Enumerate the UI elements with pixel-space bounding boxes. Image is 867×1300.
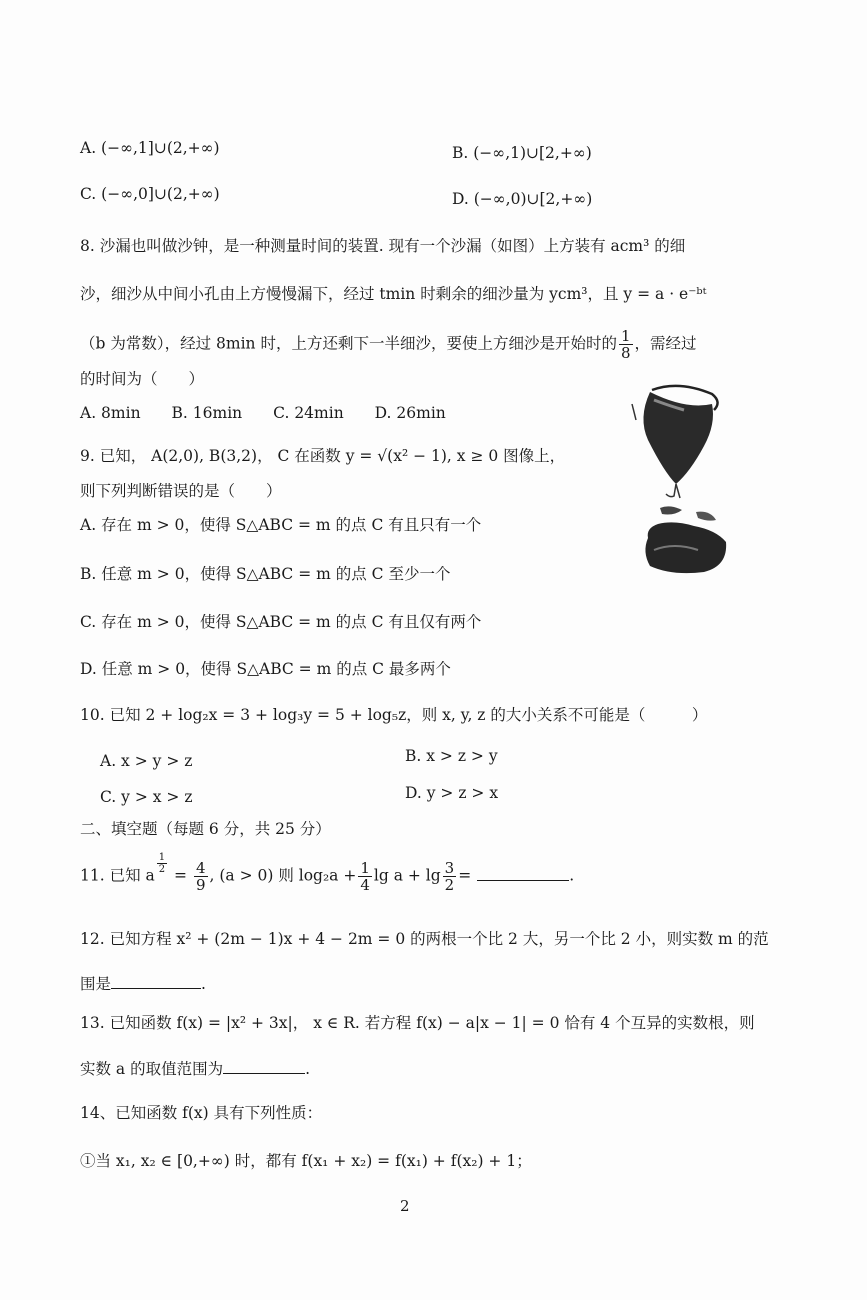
q10-option-d: D. y > z > x xyxy=(405,784,499,802)
q11-exp-den: 2 xyxy=(158,864,166,875)
q11-frac-3-den: 2 xyxy=(444,876,455,894)
q13-period: . xyxy=(305,1060,311,1078)
hourglass-neck xyxy=(666,484,680,498)
q12-answer-blank[interactable] xyxy=(111,974,201,989)
q11-frac-3-num: 3 xyxy=(444,859,455,877)
q11-middle: lg a + lg xyxy=(373,866,441,885)
q12-line-1: 12. 已知方程 x² + (2m − 1)x + 4 − 2m = 0 的两根一个比 2 大，另一个比 2 小，则实数 m 的范 xyxy=(80,930,769,948)
q12-line-2 xyxy=(80,973,206,995)
q9-stem-line-2: 则下列判断错误的是（ ） xyxy=(80,482,282,500)
q10-option-c: C. y > x > z xyxy=(100,788,193,806)
q8-frac-num: 1 xyxy=(620,327,631,345)
q11-prefix: 11. 已知 a xyxy=(80,866,155,885)
section-2-heading: 二、填空题（每题 6 分，共 25 分） xyxy=(80,820,331,838)
q8-frac-den: 8 xyxy=(620,344,631,362)
q14-line-1: 14、已知函数 f(x) 具有下列性质： xyxy=(80,1104,323,1122)
q13-answer-blank[interactable] xyxy=(223,1059,305,1074)
q13-line-2-text: 实数 a 的取值范围为 xyxy=(80,1060,224,1078)
hourglass-figure xyxy=(624,380,734,576)
hourglass-mark xyxy=(632,404,636,420)
q11-answer-blank[interactable] xyxy=(477,866,569,881)
q11-equals: = xyxy=(169,866,192,885)
hourglass-lower-blob xyxy=(696,512,716,521)
q9-option-d: D. 任意 m > 0，使得 S△ABC = m 的点 C 最多两个 xyxy=(80,660,451,678)
q7-option-a: A. (−∞,1]∪(2,+∞) xyxy=(80,139,220,157)
q11-frac-1-den: 9 xyxy=(195,876,206,894)
q11-condition: , (a > 0) 则 log₂a + xyxy=(209,866,357,885)
page-number: 2 xyxy=(400,1197,410,1215)
q12-period: . xyxy=(201,975,206,993)
q9-option-b: B. 任意 m > 0，使得 S△ABC = m 的点 C 至少一个 xyxy=(80,565,451,583)
q11-frac-1-num: 4 xyxy=(195,859,206,877)
hourglass-lower-top xyxy=(660,506,682,514)
q7-option-d: D. (−∞,0)∪[2,+∞) xyxy=(452,190,593,208)
q11-frac-2-num: 1 xyxy=(360,859,370,877)
q10-stem: 10. 已知 2 + log₂x = 3 + log₃y = 5 + log₅z，则 x, y, z 的大小关系不可能是（ ） xyxy=(80,706,708,724)
q9-stem-line-1: 9. 已知， A(2,0), B(3,2)， C 在函数 y = √(x² − 1), x ≥ 0 图像上， xyxy=(80,447,566,465)
q11-frac-3 xyxy=(443,860,457,893)
hourglass-upper-sand xyxy=(643,392,713,484)
q10-option-a: A. x > y > z xyxy=(100,752,193,770)
q8-line-3-text: （b 为常数），经过 8min 时，上方还剩下一半细沙，要使上方细沙是开始时的 xyxy=(80,334,617,353)
q12-line-2-text: 围是 xyxy=(80,975,112,993)
q9-option-a: A. 存在 m > 0，使得 S△ABC = m 的点 C 有且只有一个 xyxy=(80,516,482,534)
q14-line-2: ①当 x₁, x₂ ∈ [0,+∞) 时，都有 f(x₁ + x₂) = f(x₁) + f(x₂) + 1； xyxy=(80,1152,532,1170)
q11-exponent xyxy=(157,852,167,875)
q7-option-c: C. (−∞,0]∪(2,+∞) xyxy=(80,185,220,203)
q8-fraction xyxy=(619,328,633,361)
q7-option-b: B. (−∞,1)∪[2,+∞) xyxy=(452,144,592,162)
q9-option-c: C. 存在 m > 0，使得 S△ABC = m 的点 C 有且仅有两个 xyxy=(80,613,482,631)
q11-frac-2 xyxy=(358,860,372,893)
q11-frac-1 xyxy=(194,860,208,893)
q8-line-3 xyxy=(80,328,697,361)
q11-line xyxy=(80,852,575,894)
q11-frac-2-den: 4 xyxy=(360,876,370,894)
q13-line-2 xyxy=(80,1058,310,1080)
q13-line-1: 13. 已知函数 f(x) = |x² + 3x|， x ∈ R. 若方程 f(x) − a|x − 1| = 0 恰有 4 个互异的实数根，则 xyxy=(80,1014,755,1032)
q11-period: . xyxy=(569,866,575,885)
q8-line-2: 沙，细沙从中间小孔由上方慢慢漏下，经过 tmin 时剩余的细沙量为 ycm³，且 y = a · e⁻ᵇᵗ xyxy=(80,285,707,303)
q8-line-3-end: ，需经过 xyxy=(634,334,697,353)
q11-exp-num: 1 xyxy=(158,852,166,863)
q10-option-b: B. x > z > y xyxy=(405,747,498,765)
q8-line-1: 8. 沙漏也叫做沙钟，是一种测量时间的装置. 现有一个沙漏（如图）上方装有 acm³ 的细 xyxy=(80,237,686,255)
q8-line-4: 的时间为（ ） xyxy=(80,370,205,388)
q8-options: A. 8min B. 16min C. 24min D. 26min xyxy=(80,404,446,422)
q11-equals-end: = xyxy=(458,866,472,885)
